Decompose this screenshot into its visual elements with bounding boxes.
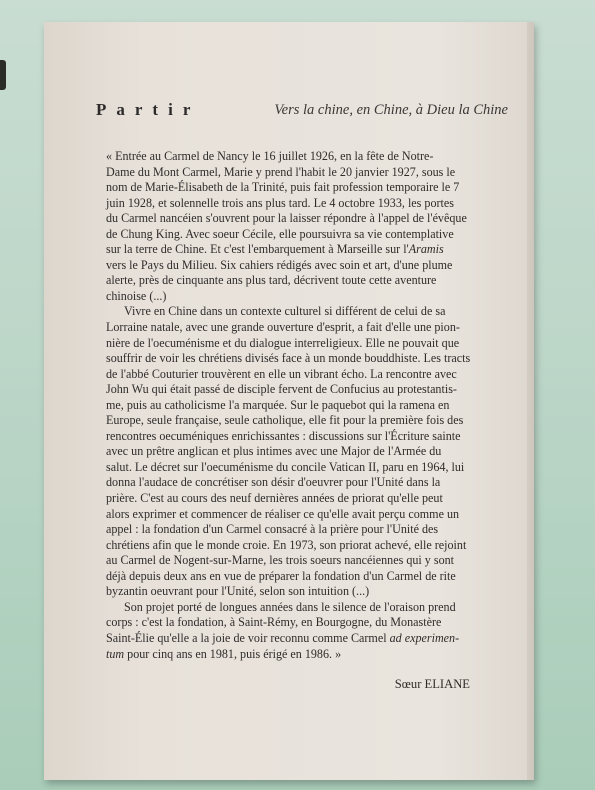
text-line: corps : c'est la fondation, à Saint-Rémy, en Bourgogne, du Monastère [106,615,442,630]
text-line: byzantin oeuvrant pour l'Unité, selon son intuition (...) [106,584,370,599]
signature: Sœur ELIANE [394,677,470,691]
italic-word: tum [106,646,125,661]
book-back-cover [44,22,534,780]
text-line: « Entrée au Carmel de Nancy le 16 juillet 1926, en la fête de Notre- [106,149,434,163]
text-line: nom de Marie-Élisabeth de la Trinité, puis fait profession temporaire le 7 [106,180,460,195]
text-line: appel : la fondation d'un Carmel consacré à la prière pour l'Unité des [106,522,439,537]
italic-word: Aramis [408,242,444,257]
text-line: avec un prêtre anglican et plus intimes avec une Major de l'Armée du [106,444,442,459]
text-line: Lorraine natale, avec une grande ouverture d'esprit, a fait d'elle une pion- [106,320,460,335]
text-line: nière de l'oecuménisme et du dialogue interreligieux. Elle ne pouvait que [106,335,460,350]
text-line [106,647,498,663]
text-line: Europe, seule française, seule catholique, elle fit pour la première fois des [106,413,464,428]
text-line: chrétiens afin que le monde croie. En 1973, son priorat achevé, elle rejoint [106,537,467,552]
text-line: Son projet porté de longues années dans le silence de l'oraison prend [124,599,456,614]
text-line: au Carmel de Nogent-sur-Marne, les trois soeurs nancéiennes qui y sont [106,553,455,568]
text-line: salut. Le décret sur l'oecuménisme du concile Vatican II, paru en 1964, lui [106,459,465,474]
text-line: prière. C'est au cours des neuf dernières années de priorat qu'elle peut [106,491,443,506]
text-line: Dame du Mont Carmel, Marie y prend l'habit le 20 janvier 1927, sous le [106,164,456,179]
text-line: rencontres oecuméniques enrichissantes : discussions sur l'Écriture sainte [106,428,461,443]
text-line: du Carmel nancéien s'ouvrent pour la laisser répondre à l'appel de l'évêque [106,211,467,226]
text-line: vers le Pays du Milieu. Six cahiers rédigés avec soin et art, d'une plume [106,257,453,272]
text-line: déjà depuis deux ans en vue de préparer la fondation d'un Carmel de rite [106,568,456,583]
book-title: Partir [96,100,201,119]
book-spine-edge [527,22,534,780]
blurb-text [106,149,498,662]
text-line: alerte, près de cinquante ans plus tard, décrivent toute cette aventure [106,273,437,288]
text-line: alors exprimer et commencer de réaliser ce qu'elle avait perçu comme un [106,506,460,521]
italic-word: ad experimen- [389,630,460,645]
text-line: John Wu qui était passé de disciple fervent de Confucius au protestantis- [106,382,457,397]
text-line: juin 1928, et solennelle trois ans plus tard. Le 4 octobre 1933, les portes [106,195,454,210]
text-line: de Chung King. Avec soeur Cécile, elle poursuivra sa vie contemplative [106,226,454,241]
background-object [0,60,6,90]
text-line: Saint-Élie qu'elle a la joie de voir reconnu comme Carmel ad experimen- [106,630,460,645]
text-line: Vivre en Chine dans un contexte culturel si différent de celui de sa [124,304,446,319]
text-line: souffrir de voir les chrétiens divisés face à un monde bouddhiste. Les tracts [106,351,471,366]
text-line: chinoise (...) [106,288,167,303]
text-line-end: pour cinq ans en 1981, puis érigé en 1986. » [124,646,342,661]
cover-header [96,100,508,124]
book-subtitle: Vers la chine, en Chine, à Dieu la Chine [274,102,508,118]
text-line: me, puis au catholicisme l'a marquée. Sur le paquebot qui la ramena en [106,397,450,412]
text-line: de l'abbé Couturier trouvèrent en elle un vibrant écho. La rencontre avec [106,366,457,381]
text-line: donna l'audace de concrétiser son désir d'oeuvrer pour l'Unité dans la [106,475,441,490]
text-line: sur la terre de Chine. Et c'est l'embarquement à Marseille sur l'Aramis [106,242,444,257]
